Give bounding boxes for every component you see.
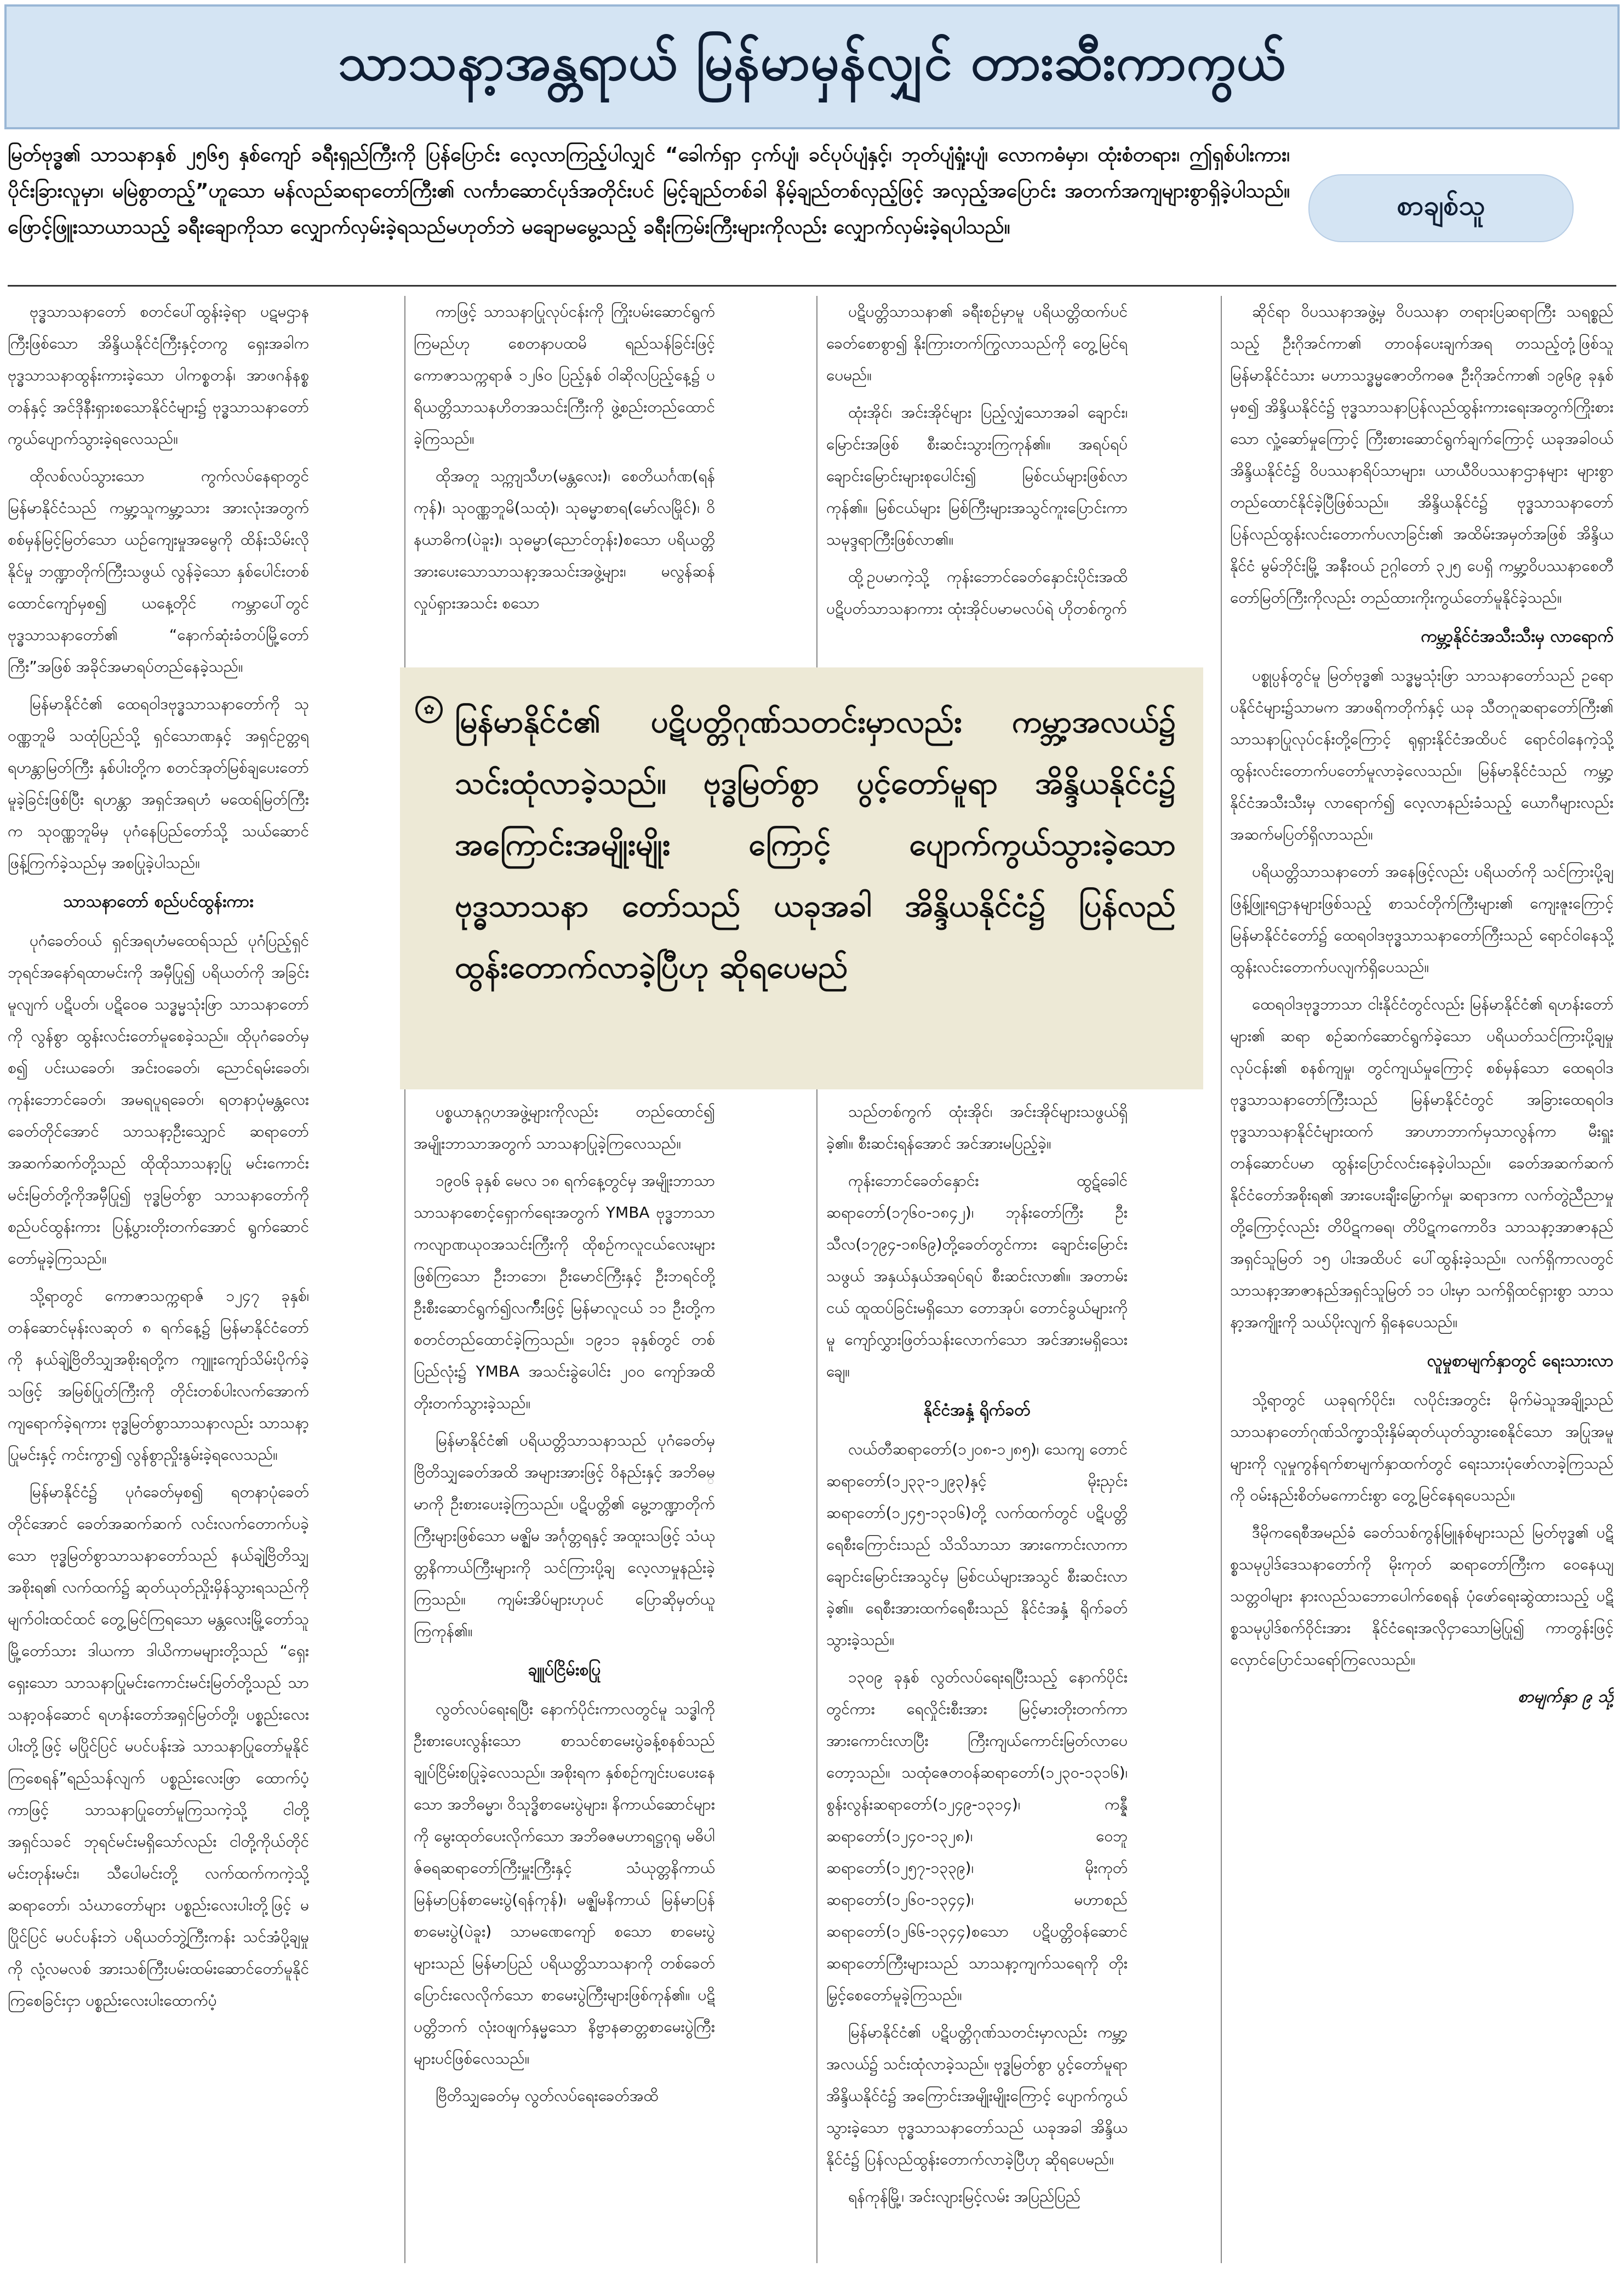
- paragraph: မြန်မာနိုင်ငံ၏ ပရိယတ္တိသာသနာသည် ပုဂံခေတ်မှ ဗြိတိသျှခေတ်အထိ အများအားဖြင့် ဝိနည်းနှင့် အဘိဓမ္မာကို ဦးစားပေးခဲ့ကြသည်။ ပဋိပတ္တိ၏ မွေ့ဘဏ္ဍာတိုက်ကြီးများဖြစ်သော မဇ္ဈိမ အင်္ဂုတ္တရနှင့် အထူးသဖြင့် သံယုတ္တနိကာယ်ကြီးများကို သင်ကြားပို့ချ လေ့လာမှုနည်းခဲ့ကြသည်။ ကျမ်းအိပ်များဟုပင် ပြောဆိုမှတ်ယူကြကုန်၏။: [414, 1431, 715, 1640]
- paragraph: သည်တစ်ကွက် ထုံးအိုင်၊ အင်းအိုင်များသဖွယ်ရှိခဲ့၏။ စီးဆင်းရန်အောင် အင်အားမပြည့်ခဲ့။: [826, 1103, 1128, 1152]
- paragraph: ပရိယတ္တိသာသနာတော် အနေဖြင့်လည်း ပရိယတ်ကို သင်ကြားပို့ချဖြန့်ဖြူးရဌာနများဖြစ်သည့် စာသင်တိုက်ကြီးများ၏ ကျေးဇူးကြောင့် မြန်မာနိုင်ငံတော်၌ ထေရဝါဒဗုဒ္ဓသာသနာတော်ကြီးသည် ရောင်ဝါနေသို့ ထွန်းလင်းတောက်ပလျက်ရှိပေသည်။: [1230, 863, 1614, 976]
- paragraph: ရန်ကုန်မြို့၊ အင်းလျားမြင့်လမ်း အပြည်ပြည်: [848, 2188, 1081, 2206]
- subheading: သာသနာတော် စည်ပင်ထွန်းကား: [63, 892, 254, 911]
- paragraph: မြန်မာနိုင်ငံ၌ ပုဂံခေတ်မှစ၍ ရတနာပုံခေတ်တိုင်အောင် ခေတ်အဆက်ဆက် လင်းလက်တောက်ပခဲ့သော ဗုဒ္ဓမြတ်စွာသာသနာတော်သည် နယ်ချဲ့ဗြိတိသျှအစိုးရ၏ လက်ထက်၌ ဆုတ်ယုတ်ညှိုးမှိန်သွားရသည်ကို မျက်ဝါးထင်ထင် တွေ့မြင်ကြရသော မန္တလေးမြို့တော်သူမြို့တော်သား ဒါယကာ ဒါယိကာမများတို့သည် “ရှေးရှေးသော သာသနာပြုမင်းကောင်းမင်းမြတ်တို့သည် သာသနာ့ဝန်ဆောင် ရဟန်းတော်အရှင်မြတ်တို့၊ ပစ္စည်းလေးပါးတို့ဖြင့် မပြိုင်ပြင် မပင်ပန်းအဲ သာသနာပြုတော်မူနိုင်ကြစေရန်”ရည်သန်လျက် ပစ္စည်းလေးဖြာ ထောက်ပံ့ကာဖြင့် သာသနာပြုတော်မူကြသကဲ့သို့ ငါတို့ အရှင်သခင် ဘုရင်မင်းမရှိသော်လည်း ငါတို့ကိုယ်တိုင်မင်းတုန်းမင်း၊ သီပေါမင်းတို့ လက်ထက်ကကဲ့သို့ ဆရာတော်၊ သံဃာတော်များ ပစ္စည်းလေးပါးတို့ဖြင့် မပြိုင်ပြင် မပင်ပန်းဘဲ ပရိယတ်ဘွဲ့ကြီးကန်း သင်အံပို့ချမှုကို လုံ့လမလစ် အားသစ်ကြီးပမ်းထမ်းဆောင်တော်မူနိုင်ကြစေခြင်းငှာ ပစ္စည်းလေးပါးထောက်ပံ့: [8, 1483, 309, 2009]
- paragraph: မြန်မာနိုင်ငံ၏ ပဋိပတ္တိဂုဏ်သတင်းမှာလည်း ကမ္ဘာ့အလယ်၌ သင်းထုံလာခဲ့သည်။ ဗုဒ္ဓမြတ်စွာ ပွင့်တော်မူရာ အိန္ဒိယနိုင်ငံ၌ အကြောင်းအမျိုးမျိုးကြောင့် ပျောက်ကွယ်သွားခဲ့သော ဗုဒ္ဓသာသနာတော်သည် ယခုအခါ အိန္ဒိယနိုင်ငံ၌ ပြန်လည်ထွန်းတောက်လာခဲ့ပြီဟု ဆိုရပေမည်။: [826, 2023, 1128, 2168]
- column-rule: [404, 296, 405, 2263]
- article-column-2-top: [414, 296, 715, 696]
- subheading: လူမှုစာမျက်နှာတွင် ရေးသားလာ: [1427, 1351, 1614, 1370]
- paragraph: ထုံးအိုင်၊ အင်းအိုင်များ ပြည့်လျှံသောအခါ ချောင်း၊ မြောင်းအဖြစ် စီးဆင်းသွားကြကုန်၏။ အရပ်ရပ်ချောင်းမြောင်းများစုပေါင်း၍ မြစ်ငယ်များဖြစ်လာကုန်၏။ မြစ်ငယ်များ မြစ်ကြီးများအသွင်ကူးပြောင်းကာ သမုဒ္ဒရာကြီးဖြစ်လာ၏။: [826, 403, 1128, 549]
- column-rule: [1221, 296, 1222, 2263]
- paragraph: ကုန်းဘောင်ခေတ်နှောင်း ထွဋ်ခေါင်ဆရာတော်(၁၇၆၀-၁၈၄၂)၊ ဘုန်းတော်ကြီး ဦးသီလ(၁၇၉၄-၁၈၆၉)တို့ခေတ်တွင်ကား ချောင်းမြောင်းသဖွယ် အနှယ်နှယ်အရပ်ရပ် စီးဆင်းလာ၏။ အတာမ်းငယ် ထူထပ်ခြင်းမရှိသော တောအုပ်၊ တောင်ခွယ်များကိုမူ ကျော်လွှားဖြတ်သန်းလောက်သော အင်အားမရှိသေးချေ။: [826, 1172, 1128, 1380]
- article-column-1: [8, 296, 309, 2263]
- pull-quote-text: မြန်မာနိုင်ငံ၏ ပဋိပတ္တိဂုဏ်သတင်းမှာလည်း ကမ္ဘာ့အလယ်၌ သင်းထုံလာခဲ့သည်။ ဗုဒ္ဓမြတ်စွာ ပွင့်တော်မူရာ အိန္ဒိယနိုင်ငံ၌ အကြောင်းအမျိုးမျိုး ကြောင့် ပျောက်ကွယ်သွားခဲ့သော ဗုဒ္ဓသာသနာ တော်သည် ယခုအခါ အိန္ဒိယနိုင်ငံ၌ ပြန်လည် ထွန်းတောက်လာခဲ့ပြီဟု ဆိုရပေမည်: [455, 704, 1176, 985]
- paragraph: လွတ်လပ်ရေးရပြီး နောက်ပိုင်းကာလတွင်မူ သဒ္ဓါကိုဦးစားပေးလွန်းသော စာသင်စာမေးပွဲခန့်စနစ်သည် ချုပ်ငြိမ်းစပြုခဲ့လေသည်။ အစိုးရက နှစ်စဉ်ကျင်းပပေးနေသော အဘိဓမ္မာ၊ ဝိသုဒ္ဓိစာမေးပွဲများ၊ နိကာယ်ဆောင်များကို မွေးထုတ်ပေးလိုက်သော အဘိဓဇမဟာရဋ္ဌဂုရု မဓိပါဇ်ဓရဆရာတော်ကြီးမှူးကြီးနှင့် သံယုတ္တနိကာယ် မြန်မာပြန်စာမေးပွဲ(ရန်ကုန်)၊ မဇ္ဈိမနိကာယ် မြန်မာပြန်စာမေးပွဲ(ပဲခူး) သာမဏေကျော် စသော စာမေးပွဲများသည် မြန်မာပြည် ပရိယတ္တိသာသနာကို တစ်ခေတ်ပြောင်းလေလိုက်သော စာမေးပွဲကြီးများဖြစ်ကုန်၏။ ပဋိပတ္တိဘက် လုံးဝဖျက်နှမ္မသော နိဗ္ဗာနဓာတ္တစာမေးပွဲကြီးများပင်ဖြစ်လေသည်။: [414, 1700, 715, 2068]
- intro-paragraph: မြတ်ဗုဒ္ဓ၏ သာသနာနှစ် ၂၅၆၅ နှစ်ကျော် ခရီးရှည်ကြီးကို ပြန်ပြောင်း လေ့လာကြည့်ပါလျှင် “ခေါက်ရှာ ငှက်ပျံ၊ ခင်ပုပ်ပျံနှင့်၊ ဘုတ်ပျံရှုံးပျံ၊ လောကဓံမှာ၊ ထုံးစံတရား၊ ဤရှစ်ပါးကား၊ ပိုင်းခြားလူမှာ၊ မမြဲစွာတည့်”ဟူသော မန်လည်ဆရာတော်ကြီး၏ လင်္ကာဆောင်ပုဒ်အတိုင်းပင် မြင့်ချည်တစ်ခါ နိမ့်ချည်တစ်လှည့်ဖြင့် အလှည့်အပြောင်း အတက်အကျများစွာရှိခဲ့ပါသည်။ ဖြောင့်ဖြူးသာယာသည့် ခရီးချောကိုသာ လျှောက်လှမ်းခဲ့ရသည်မဟုတ်ဘဲ မချောမမွေ့သည့် ခရီးကြမ်းကြီးများကိုလည်း လျှောက်လှမ်းခဲ့ရပါသည်။: [8, 144, 1290, 238]
- headline: သာသနာ့အန္တရာယ် မြန်မာမှန်လျှင် တားဆီးကာကွယ်: [338, 32, 1286, 92]
- article-column-3-bottom: [826, 1096, 1128, 2263]
- paragraph: ပုဂံခေတ်ဝယ် ရှင်အရဟံမထေရ်သည် ပုဂံပြည့်ရှင် ဘုရင်အနော်ရထာမင်းကို အမှီပြု၍ ပရိယတ်ကို အခြင်းမူလျက် ပဋိပတ်၊ ပဋိဝေဓ သဒ္ဓမ္မသုံးဖြာ သာသနာတော်ကို လွန်စွာ ထွန်းလင်းတော်မူစေခဲ့သည်။ ထိုပုဂံခေတ်မှစ၍ ပင်းယခေတ်၊ အင်းဝခေတ်၊ ညောင်ရမ်းခေတ်၊ ကုန်းဘောင်ခေတ်၊ အမရပူရခေတ်၊ ရတနာပုံမန္တလေးခေတ်တိုင်အောင် သာသနာ့ဦးသျှောင် ဆရာတော်အဆက်ဆက်တို့သည် ထိုထိုသာသနာ့ပြု မင်းကောင်းမင်းမြတ်တို့ကိုအမှီပြု၍ ဗုဒ္ဓမြတ်စွာ သာသနာတော်ကို စည်ပင်ထွန်းကား ပြန့်ပွားတိုးတက်အောင် ရွက်ဆောင်တော်မူခဲ့ကြသည်။: [8, 932, 309, 1267]
- paragraph: ဒီမိုကရေစီအမည်ခံ ခေတ်သစ်ကွန်မြူနစ်များသည် မြတ်ဗုဒ္ဓ၏ ပဋိစ္စသမုပ္ပါဒ်ဒေသနာတော်ကို မိုးကုတ် ဆရာတော်ကြီးက ဝေနေယျသတ္တဝါများ နားလည်သဘောပေါက်စေရန် ပုံဖော်ရေးဆွဲထားသည့် ပဋိစ္စသမုပ္ပါဒ်စက်ဝိုင်းအား နိုင်ငံရေးအလိုငှာသောမြဲပြု၍ ကာတွန်းဖြင့် လှောင်ပြောင်သရော်ကြလေသည်။: [1230, 1523, 1614, 1669]
- paragraph: သို့ရာတွင် ယခုရက်ပိုင်း၊ လပိုင်းအတွင်း မိုက်မဲသူအချို့သည် သာသနာတော်ဂုဏ်သိက္ခာသိုးနှိမ်ဆုတ်ယုတ်သွားစေနိုင်သော အပြုအမူများကို လူမှုကွန်ရက်စာမျက်နှာထက်တွင် ရေးသားပုံဖော်လာခဲ့ကြသည်ကို ဝမ်းနည်းစိတ်မကောင်းစွာ တွေ့မြင်နေရပေသည်။: [1230, 1391, 1614, 1504]
- subheading: ချူပ်ငြိမ်းစပြု: [528, 1660, 601, 1680]
- paragraph: ၁၃၀၉ ခုနှစ် လွတ်လပ်ရေးရပြီးသည့် နောက်ပိုင်းတွင်ကား ရေလှိုင်းစီးအား မြင့်မားတိုးတက်ကာ အားကောင်းလာပြီး ကြီးကျယ်ကောင်းမြတ်လာပေတော့သည်။ သထုံဇေတဝန်ဆရာတော်(၁၂၃၀-၁၃၁၆)၊ စွန်းလွန်းဆရာတော်(၁၂၄၉-၁၃၁၄)၊ ကန္နီဆရာတော်(၁၂၄၀-၁၃၂၈)၊ ဝေဘူဆရာတော်(၁၂၅၇-၁၃၃၉)၊ မိုးကုတ်ဆရာတော်(၁၂၆၀-၁၃၄၄)၊ မဟာစည်ဆရာတော်(၁၂၆၆-၁၃၄၄)စသော ပဋိပတ္တိဝန်ဆောင်ဆရာတော်ကြီးများသည် သာသနာ့ကျက်သရေကို တိုးမြှင့်စေတော်မူခဲ့ကြသည်။: [826, 1668, 1128, 2004]
- author-byline: စာချစ်သူ: [1308, 174, 1574, 242]
- paragraph: ကာဖြင့် သာသနာပြုလုပ်ငန်းကို ကြိုးပမ်းဆောင်ရွက်ကြမည်ဟု စေတနာပထမိ ရည်သန်ခြင်းဖြင့် ကောဇာသက္ကရာဇ် ၁၂၆၀ ပြည့်နှစ် ဝါဆိုလပြည့်နေ့၌ ပရိယတ္တိသာသနဟိတအသင်းကြီးကို ဖွဲ့စည်းတည်ထောင်ခဲ့ကြသည်။: [414, 302, 715, 448]
- paragraph: ထေရဝါဒဗုဒ္ဓဘာသာ ငါးနိုင်ငံတွင်လည်း မြန်မာနိုင်ငံ၏ ရဟန်းတော်များ၏ ဆရာ စဉ်ဆက်ဆောင်ရွက်ခဲ့သော ပရိယတ်သင်ကြားပို့ချမှုလုပ်ငန်း၏ စနစ်ကျမှု၊ တွင်ကျယ်မှုကြောင့် စစ်မှန်သော ထေရဝါဒ ဗုဒ္ဓသာသနာတော်ကြီးသည် မြန်မာနိုင်ငံတွင် အခြားထေရဝါဒဗုဒ္ဓသာသနာနိုင်ငံများထက် အာဟာဘာက်မှသာလွန်ကာ မီးရှူးတန်ဆောင်ပမာ ထွန်းပြောင်လင်းနေခဲ့ပါသည်။ ခေတ်အဆက်ဆက် နိုင်ငံတော်အစိုးရ၏ အားပေးချီးမြှောက်မှု၊ ဆရာဒကာ လက်တွဲညီညာမှုတို့ကြောင့်လည်း တိပိဋကဓရ၊ တိပိဋကကောဝိဒ သာသနာ့အာဇာနည် အရှင်သူမြတ် ၁၅ ပါးအထိပင် ပေါ်ထွန်းခဲ့သည်။ လက်ရှိကာလတွင် သာသနာ့အာဇာနည်အရှင်သူမြတ် ၁၁ ပါးမှာ သက်ရှိထင်ရှားစွာ သာသနာ့အကျိုးကို သယ်ပိုးလျက် ရှိနေပေသည်။: [1230, 995, 1614, 1331]
- subheading: ကမ္ဘာ့နိုင်ငံအသီးသီးမှ လာရောက်: [1421, 627, 1614, 646]
- paragraph: ပဋိပတ္တိသာသနာ၏ ခရီးစဉ်မှာမူ ပရိယတ္တိထက်ပင် ခေတ်စောစွာ၍ နိုးကြားတက်ကြွလာသည်ကို တွေ့မြင်ရပေမည်။: [826, 302, 1128, 384]
- article-column-3-top: [826, 296, 1128, 696]
- paragraph: ၁၉၀၆ ခုနှစ် မေလ ၁၈ ရက်နေ့တွင်မှ အမျိုးဘာသာ သာသနာစောင့်ရှောက်ရေးအတွက် YMBA ဗုဒ္ဓဘာသာကလျာဏယုဝအသင်းကြီးကို ထိုစဉ်ကလူငယ်လေးများဖြစ်ကြသော ဦးဘဘေ၊ ဦးမောင်ကြီးနှင့် ဦးဘရင်တို့ ဦးစီးဆောင်ရွက်၍လက်ီးဖြင့် မြန်မာလူငယ် ၁၁ ဦးတို့က စတင်တည်ထောင်ခဲ့ကြသည်။ ၁၉၁၁ ခုနှစ်တွင် တစ်ပြည်လုံး၌ YMBA အသင်းခွဲပေါင်း ၂၀၀ ကျော်အထိ တိုးတက်သွားခဲ့သည်။: [414, 1172, 715, 1412]
- article-column-4: [1230, 296, 1614, 2263]
- pull-quote: [400, 667, 1203, 1089]
- continued-on-page-label: စာမျက်နှာ ၉ သို့: [1517, 1687, 1614, 1706]
- paragraph: ထို့ဥပမာကဲ့သို့ ကုန်းဘောင်ခေတ်နှောင်းပိုင်းအထိ ပဋိပတ်သာသနာကား ထုံးအိုင်ပမာမလပ်ရဲ ဟိုတစ်ကွက်: [826, 568, 1128, 618]
- paragraph: မြန်မာနိုင်ငံ၏ ထေရဝါဒဗုဒ္ဓသာသနာတော်ကို သုဝဏ္ဏဘူမိ သထုံပြည်သို့ ရှင်သောဏနှင့် အရှင်ဥတ္တရ ရဟန္တာမြတ်ကြီး နှစ်ပါးတို့က စတင်အုတ်မြစ်ချပေးတော်မူခဲ့ခြင်းဖြစ်ပြီး ရဟန္တာ အရှင်အရဟံ မထေရ်မြတ်ကြီးက သုဝဏ္ဏဘူမိမှ ပုဂံနေပြည်တော်သို့ သယ်ဆောင်ဖြန့်ကြက်ခဲ့သည်မှ အစပြုခဲ့ပါသည်။: [8, 695, 309, 872]
- paragraph: လယ်တီဆရာတော်(၁၂၀၈-၁၂၈၅)၊ သေကျ တောင်ဆရာတော်(၁၂၃၃-၁၂၉၃)နှင့် မိုးညှင်းဆရာတော်(၁၂၄၅-၁၃၁၆)တို့ လက်ထက်တွင် ပဋိပတ္တိရေစီးကြောင်းသည် သိသိသာသာ အားကောင်းလာကာ ချောင်းမြောင်းအသွင်မှ မြစ်ငယ်များအသွင် စီးဆင်းလာခဲ့၏။ ရေစီးအားထက်ရေစီးသည် နိုင်ငံအနှံ့ ရိုက်ခတ်သွားခဲ့သည်။: [826, 1440, 1128, 1649]
- article-column-2-bottom: [414, 1096, 715, 2263]
- paragraph: ဆိုင်ရာ ဝိပဿနာအဖွဲ့မှ ဝိပဿနာ တရားပြဆရာကြီး သရစ္စည်သည့် ဦးဂိုအင်ကာ၏ တာဝန်ပေးချက်အရ တသည့်တုံ့ဖြစ်သူ မြန်မာနိုင်ငံသား မဟာသဒ္ဓမ္မဇောတိကဓဇ ဦးဂိုအင်ကာ၏ ၁၉၆၉ ခုနှစ်မှစ၍ အိန္ဒိယနိုင်ငံ၌ ဗုဒ္ဓသာသနာပြန်လည်ထွန်းကားရေးအတွက်ကြိုးစားသော လှုံ့ဆော်မှုကြောင့် ကြီးစားဆောင်ရွက်ချက်ကြောင့် ယခုအခါဝယ် အိန္ဒိယနိုင်ငံ၌ ဝိပဿနာရိပ်သာများ၊ ယာယီဝိပဿနာဌာနများ များစွာ တည်ထောင်နိုင်ခဲ့ပြီဖြစ်သည်။ အိန္ဒိယနိုင်ငံ၌ ဗုဒ္ဓသာသနာတော် ပြန်လည်ထွန်းလင်းတောက်ပလာခြင်း၏ အထိမ်းအမှတ်အဖြစ် အိန္ဒိယနိုင်ငံ မွမ်ဘိုင်းမြို့ အနီး၀ယ် ဥဂ္ဂါတော် ၃၂၅ ပေရှိ ကမ္ဘာ့ဝိပဿနာစေတီတော်မြတ်ကြီးကိုလည်း တည်ထားကိုးကွယ်တော်မူနိုင်ခဲ့သည်။: [1230, 302, 1614, 607]
- subheading: နိုင်ငံအနှံ့ ရိုက်ခတ်: [923, 1401, 1031, 1420]
- paragraph: ထိုလစ်လပ်သွားသော ကွက်လပ်နေရာတွင် မြန်မာနိုင်ငံသည် ကမ္ဘာ့သူကမ္ဘာ့သား အားလုံးအတွက် စစ်မှန်မြင့်မြတ်သော ယဉ်ကျေးမှုအမွေကို ထိန်းသိမ်းလိုနိုင်မှု ဘဏ္ဍာတိုက်ကြီးသဖွယ် လွန်ခဲ့သော နှစ်ပေါင်းတစ်ထောင်ကျော်မှစ၍ ယနေ့တိုင် ကမ္ဘာပေါ်တွင် ဗုဒ္ဓသာသနာတော်၏ “နောက်ဆုံးခံတပ်မြို့တော်ကြီး”အဖြစ် အခိုင်အမာရပ်တည်နေခဲ့သည်။: [8, 467, 309, 676]
- intro-divider: [8, 285, 1616, 287]
- paragraph: ပစ္စယာနုဂ္ဂဟအဖွဲ့များကိုလည်း တည်ထောင်၍ အမျိုးဘာသာအတွက် သာသနာပြုခဲ့ကြလေသည်။: [414, 1103, 715, 1152]
- paragraph: ထိုအတူ သက္ကျသီဟ(မန္တလေး)၊ စေတိယင်္ဂဏ(ရန်ကုန်)၊ သုဝဏ္ဏဘူမိ(သထုံ)၊ သုဓမ္မာစာရ(မော်လမြိုင်)၊ ဝိနယာဓိက(ပဲခူး)၊ သုဓမ္မာ(ညောင်တုန်း)စသော ပရိယတ္တိအားပေးသောသာသနာ့အသင်းအဖွဲ့များ၊ မလွန်ဆန်လှုပ်ရှားအသင်း စသော: [414, 467, 715, 612]
- flower-icon: ✿: [415, 696, 443, 723]
- paragraph: ပစ္စုပ္ပန်တွင်မူ မြတ်ဗုဒ္ဓ၏ သဒ္ဓမ္မသုံးဖြာ သာသနာတော်သည် ဥရောပနိုင်ငံများ၌သာမက အာဖရိကတိုက်နှင့် ယခု သီတဂူဆရာတော်ကြီး၏ သာသနာပြုလုပ်ငန်းတို့ကြောင့် ရုရှားနိုင်ငံအထိပင် ရောင်ဝါနေကဲ့သို့ ထွန်းလင်းတောက်ပတော်မူလာခဲ့လေသည်။ မြန်မာနိုင်ငံသည် ကမ္ဘာ့နိုင်ငံအသီးသီးမှ လာရောက်၍ လေ့လာနည်းခံသည့် ယောဂီများလည်း အဆက်မပြတ်ရှိလာသည်။: [1230, 666, 1614, 843]
- paragraph: သို့ရာတွင် ကောဇာသက္ကရာဇ် ၁၂၄၇ ခုနှစ်၊ တန်ဆောင်မုန်းလဆုတ် ၈ ရက်နေ့၌ မြန်မာနိုင်ငံတော်ကို နယ်ချဲ့ဗြိတိသျှအစိုးရတို့က ကျူးကျော်သိမ်းပိုက်ခဲ့သဖြင့် အမြစ်ပြုတ်ကြီးကို တိုင်းတစ်ပါးလက်အောက် ကျရောက်ခဲ့ရကား ဗုဒ္ဓမြတ်စွာသာသနာလည်း သာသနာ့ပြုမင်းနှင့် ကင်းကွာ၍ လွန်စွာညှိုးနွမ်းခဲ့ရလေသည်။: [8, 1287, 309, 1464]
- title-banner: [4, 4, 1620, 129]
- column-rule: [816, 296, 817, 2263]
- paragraph: ဗြိတိသျှခေတ်မှ လွတ်လပ်ရေးခေတ်အထိ: [436, 2087, 659, 2105]
- paragraph: ဗုဒ္ဓသာသနာတော် စတင်ပေါ်ထွန်းခဲ့ရာ ပဋမဌာနကြီးဖြစ်သော အိန္ဒိယနိုင်ငံကြီးနှင့်တကွ ရှေးအခါက ဗုဒ္ဓသာသနာထွန်းကားခဲ့သော ပါကစ္စတန်၊ အာဖဂန်နစ္စတန်နှင့် အင်ဒိုနီးရှားစသောနိုင်ငံများ၌ ဗုဒ္ဓသာသနာတော် ကွယ်ပျောက်သွားခဲ့ရလေသည်။: [8, 302, 309, 448]
